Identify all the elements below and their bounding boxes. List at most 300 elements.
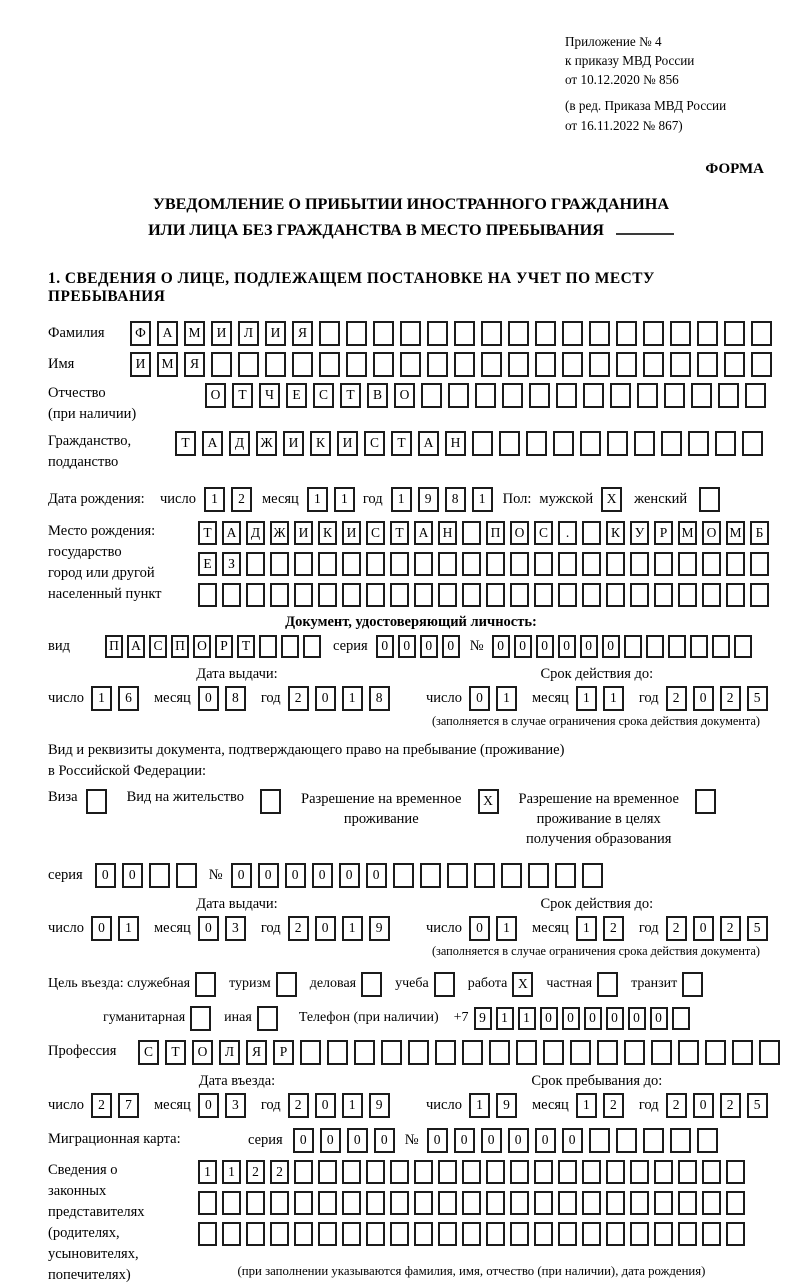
form-cell[interactable]: Я bbox=[246, 1040, 267, 1065]
form-cell[interactable] bbox=[246, 552, 265, 576]
form-cell[interactable] bbox=[580, 431, 601, 456]
form-cell[interactable] bbox=[294, 1191, 313, 1215]
form-cell[interactable] bbox=[381, 1040, 402, 1065]
form-cell[interactable]: 0 bbox=[693, 686, 714, 711]
form-cell[interactable] bbox=[501, 863, 522, 888]
form-cell[interactable] bbox=[690, 635, 708, 658]
form-cell[interactable]: 1 bbox=[342, 686, 363, 711]
form-cell[interactable] bbox=[346, 352, 367, 377]
form-cell[interactable] bbox=[270, 1222, 289, 1246]
form-cell[interactable] bbox=[606, 1222, 625, 1246]
form-cell[interactable] bbox=[421, 383, 442, 408]
form-cell[interactable]: 1 bbox=[518, 1007, 536, 1030]
form-cell[interactable] bbox=[462, 552, 481, 576]
form-cell[interactable] bbox=[682, 972, 703, 997]
form-cell[interactable]: 0 bbox=[339, 863, 360, 888]
form-cell[interactable] bbox=[697, 321, 718, 346]
form-cell[interactable] bbox=[597, 1040, 618, 1065]
form-cell[interactable] bbox=[434, 972, 455, 997]
form-cell[interactable] bbox=[472, 431, 493, 456]
form-cell[interactable] bbox=[276, 972, 297, 997]
form-cell[interactable] bbox=[751, 352, 772, 377]
form-cell[interactable] bbox=[582, 1222, 601, 1246]
form-cell[interactable]: 0 bbox=[293, 1128, 314, 1153]
form-cell[interactable] bbox=[222, 1191, 241, 1215]
form-cell[interactable]: Ч bbox=[259, 383, 280, 408]
form-cell[interactable]: М bbox=[184, 321, 205, 346]
form-cell[interactable]: 9 bbox=[369, 916, 390, 941]
form-cell[interactable] bbox=[630, 583, 649, 607]
form-cell[interactable]: 9 bbox=[474, 1007, 492, 1030]
form-cell[interactable]: С bbox=[534, 521, 553, 545]
form-cell[interactable]: 0 bbox=[315, 1093, 336, 1118]
form-cell[interactable]: 2 bbox=[720, 1093, 741, 1118]
form-cell[interactable] bbox=[702, 1160, 721, 1184]
form-cell[interactable] bbox=[318, 552, 337, 576]
form-cell[interactable]: М bbox=[726, 521, 745, 545]
form-cell[interactable] bbox=[318, 583, 337, 607]
form-cell[interactable]: К bbox=[318, 521, 337, 545]
form-cell[interactable]: Р bbox=[273, 1040, 294, 1065]
form-cell[interactable] bbox=[294, 1222, 313, 1246]
form-cell[interactable]: Т bbox=[198, 521, 217, 545]
form-cell[interactable] bbox=[516, 1040, 537, 1065]
form-cell[interactable] bbox=[745, 383, 766, 408]
form-cell[interactable] bbox=[558, 552, 577, 576]
form-cell[interactable]: 0 bbox=[442, 635, 460, 658]
form-cell[interactable] bbox=[373, 321, 394, 346]
form-cell[interactable] bbox=[543, 1040, 564, 1065]
form-cell[interactable] bbox=[678, 583, 697, 607]
form-cell[interactable]: 1 bbox=[576, 916, 597, 941]
form-cell[interactable]: О bbox=[702, 521, 721, 545]
form-cell[interactable] bbox=[697, 352, 718, 377]
form-cell[interactable]: 0 bbox=[606, 1007, 624, 1030]
form-cell[interactable]: 0 bbox=[374, 1128, 395, 1153]
form-cell[interactable] bbox=[462, 1040, 483, 1065]
form-cell[interactable]: 5 bbox=[747, 686, 768, 711]
form-cell[interactable] bbox=[724, 352, 745, 377]
form-cell[interactable]: 9 bbox=[496, 1093, 517, 1118]
form-cell[interactable]: С bbox=[313, 383, 334, 408]
form-cell[interactable]: 0 bbox=[95, 863, 116, 888]
form-cell[interactable] bbox=[702, 1191, 721, 1215]
form-cell[interactable] bbox=[294, 583, 313, 607]
form-cell[interactable]: 1 bbox=[603, 686, 624, 711]
form-cell[interactable] bbox=[616, 321, 637, 346]
form-cell[interactable] bbox=[616, 1128, 637, 1153]
form-cell[interactable]: 9 bbox=[369, 1093, 390, 1118]
form-cell[interactable] bbox=[668, 635, 686, 658]
form-cell[interactable]: 2 bbox=[231, 487, 252, 512]
form-cell[interactable]: А bbox=[222, 521, 241, 545]
form-cell[interactable]: 8 bbox=[369, 686, 390, 711]
form-cell[interactable] bbox=[342, 1222, 361, 1246]
form-cell[interactable] bbox=[654, 1160, 673, 1184]
form-cell[interactable] bbox=[149, 863, 170, 888]
form-cell[interactable] bbox=[510, 1160, 529, 1184]
form-cell[interactable]: 0 bbox=[315, 686, 336, 711]
form-cell[interactable]: О bbox=[205, 383, 226, 408]
form-cell[interactable] bbox=[654, 552, 673, 576]
form-cell[interactable] bbox=[222, 1222, 241, 1246]
form-cell[interactable]: 3 bbox=[225, 1093, 246, 1118]
form-cell[interactable]: 0 bbox=[315, 916, 336, 941]
form-cell[interactable]: А bbox=[414, 521, 433, 545]
form-cell[interactable] bbox=[499, 431, 520, 456]
form-cell[interactable] bbox=[270, 1191, 289, 1215]
form-cell[interactable] bbox=[481, 321, 502, 346]
form-cell[interactable] bbox=[558, 1191, 577, 1215]
form-cell[interactable]: Ф bbox=[130, 321, 151, 346]
form-cell[interactable]: П bbox=[105, 635, 123, 658]
form-cell[interactable] bbox=[390, 583, 409, 607]
form-cell[interactable] bbox=[661, 431, 682, 456]
form-cell[interactable] bbox=[582, 552, 601, 576]
form-cell[interactable]: 1 bbox=[576, 1093, 597, 1118]
form-cell[interactable]: М bbox=[157, 352, 178, 377]
form-cell[interactable] bbox=[198, 1191, 217, 1215]
form-cell[interactable] bbox=[414, 1160, 433, 1184]
form-cell[interactable] bbox=[342, 1191, 361, 1215]
form-cell[interactable] bbox=[606, 1160, 625, 1184]
form-cell[interactable] bbox=[734, 635, 752, 658]
form-cell[interactable] bbox=[726, 552, 745, 576]
form-cell[interactable]: 0 bbox=[580, 635, 598, 658]
form-cell[interactable] bbox=[670, 1128, 691, 1153]
form-cell[interactable] bbox=[414, 583, 433, 607]
form-cell[interactable] bbox=[654, 583, 673, 607]
form-cell[interactable]: С bbox=[364, 431, 385, 456]
form-cell[interactable] bbox=[678, 1191, 697, 1215]
form-cell[interactable] bbox=[624, 1040, 645, 1065]
form-cell[interactable] bbox=[654, 1191, 673, 1215]
form-cell[interactable] bbox=[454, 352, 475, 377]
form-cell[interactable]: О bbox=[192, 1040, 213, 1065]
form-cell[interactable]: 1 bbox=[391, 487, 412, 512]
form-cell[interactable] bbox=[270, 583, 289, 607]
form-cell[interactable] bbox=[562, 321, 583, 346]
form-cell[interactable] bbox=[750, 552, 769, 576]
form-cell[interactable]: 2 bbox=[270, 1160, 289, 1184]
form-cell[interactable]: И bbox=[211, 321, 232, 346]
form-cell[interactable] bbox=[486, 1191, 505, 1215]
form-cell[interactable]: Т bbox=[237, 635, 255, 658]
form-cell[interactable] bbox=[486, 1160, 505, 1184]
form-cell[interactable] bbox=[670, 321, 691, 346]
form-cell[interactable] bbox=[390, 1191, 409, 1215]
form-cell[interactable] bbox=[462, 1160, 481, 1184]
form-cell[interactable] bbox=[427, 321, 448, 346]
form-cell[interactable] bbox=[582, 1191, 601, 1215]
form-cell[interactable]: 0 bbox=[198, 916, 219, 941]
form-cell[interactable]: 0 bbox=[492, 635, 510, 658]
form-cell[interactable] bbox=[534, 583, 553, 607]
form-cell[interactable] bbox=[366, 1160, 385, 1184]
form-cell[interactable] bbox=[529, 383, 550, 408]
form-cell[interactable] bbox=[637, 383, 658, 408]
form-cell[interactable]: 0 bbox=[398, 635, 416, 658]
form-cell[interactable]: 2 bbox=[666, 916, 687, 941]
form-cell[interactable] bbox=[474, 863, 495, 888]
form-cell[interactable] bbox=[718, 383, 739, 408]
form-cell[interactable]: О bbox=[394, 383, 415, 408]
form-cell[interactable]: 0 bbox=[231, 863, 252, 888]
form-cell[interactable]: И bbox=[283, 431, 304, 456]
form-cell[interactable] bbox=[486, 552, 505, 576]
form-cell[interactable]: 2 bbox=[288, 916, 309, 941]
form-cell[interactable]: Р bbox=[654, 521, 673, 545]
form-cell[interactable]: Я bbox=[184, 352, 205, 377]
form-cell[interactable]: 0 bbox=[650, 1007, 668, 1030]
form-cell[interactable] bbox=[408, 1040, 429, 1065]
form-cell[interactable]: А bbox=[157, 321, 178, 346]
form-cell[interactable]: 0 bbox=[454, 1128, 475, 1153]
form-cell[interactable]: 0 bbox=[562, 1128, 583, 1153]
form-cell[interactable] bbox=[447, 863, 468, 888]
form-cell[interactable] bbox=[462, 1191, 481, 1215]
form-cell[interactable]: 2 bbox=[91, 1093, 112, 1118]
form-cell[interactable] bbox=[327, 1040, 348, 1065]
form-cell[interactable]: 2 bbox=[603, 1093, 624, 1118]
form-cell[interactable]: 0 bbox=[558, 635, 576, 658]
form-cell[interactable] bbox=[553, 431, 574, 456]
form-cell[interactable] bbox=[678, 1160, 697, 1184]
form-cell[interactable] bbox=[414, 552, 433, 576]
form-cell[interactable]: О bbox=[510, 521, 529, 545]
form-cell[interactable]: Л bbox=[219, 1040, 240, 1065]
form-cell[interactable]: С bbox=[149, 635, 167, 658]
form-cell[interactable] bbox=[654, 1222, 673, 1246]
form-cell[interactable]: 0 bbox=[469, 916, 490, 941]
form-cell[interactable]: Д bbox=[246, 521, 265, 545]
form-cell[interactable] bbox=[589, 321, 610, 346]
form-cell[interactable]: 1 bbox=[496, 916, 517, 941]
form-cell[interactable]: 0 bbox=[602, 635, 620, 658]
form-cell[interactable] bbox=[195, 972, 216, 997]
form-cell[interactable] bbox=[318, 1191, 337, 1215]
form-cell[interactable]: Т bbox=[165, 1040, 186, 1065]
form-cell[interactable] bbox=[526, 431, 547, 456]
form-cell[interactable] bbox=[702, 583, 721, 607]
form-cell[interactable]: 0 bbox=[366, 863, 387, 888]
form-cell[interactable] bbox=[570, 1040, 591, 1065]
form-cell[interactable] bbox=[510, 552, 529, 576]
form-cell[interactable] bbox=[198, 1222, 217, 1246]
form-cell[interactable] bbox=[354, 1040, 375, 1065]
form-cell[interactable] bbox=[435, 1040, 456, 1065]
form-cell[interactable] bbox=[486, 583, 505, 607]
form-cell[interactable]: 2 bbox=[666, 1093, 687, 1118]
form-cell[interactable]: 0 bbox=[427, 1128, 448, 1153]
form-cell[interactable] bbox=[190, 1006, 211, 1031]
form-cell[interactable] bbox=[726, 583, 745, 607]
form-cell[interactable]: Р bbox=[215, 635, 233, 658]
form-cell[interactable]: В bbox=[367, 383, 388, 408]
form-cell[interactable] bbox=[750, 583, 769, 607]
form-cell[interactable]: Е bbox=[198, 552, 217, 576]
form-cell[interactable] bbox=[607, 431, 628, 456]
form-cell[interactable]: А bbox=[418, 431, 439, 456]
form-cell[interactable] bbox=[270, 552, 289, 576]
form-cell[interactable]: 1 bbox=[198, 1160, 217, 1184]
form-cell[interactable]: Н bbox=[445, 431, 466, 456]
form-cell[interactable]: Т bbox=[232, 383, 253, 408]
form-cell[interactable]: 0 bbox=[535, 1128, 556, 1153]
form-cell[interactable] bbox=[558, 1222, 577, 1246]
form-cell[interactable]: 0 bbox=[420, 635, 438, 658]
form-cell[interactable] bbox=[534, 1222, 553, 1246]
form-cell[interactable] bbox=[678, 1222, 697, 1246]
form-cell[interactable] bbox=[630, 552, 649, 576]
form-cell[interactable]: 0 bbox=[562, 1007, 580, 1030]
form-cell[interactable]: 2 bbox=[288, 686, 309, 711]
form-cell[interactable] bbox=[508, 352, 529, 377]
form-cell[interactable]: К bbox=[310, 431, 331, 456]
form-cell[interactable] bbox=[420, 863, 441, 888]
form-cell[interactable] bbox=[508, 321, 529, 346]
form-cell[interactable] bbox=[616, 352, 637, 377]
form-cell[interactable] bbox=[726, 1160, 745, 1184]
form-cell[interactable] bbox=[342, 552, 361, 576]
form-cell[interactable] bbox=[438, 1191, 457, 1215]
form-cell[interactable]: 0 bbox=[91, 916, 112, 941]
form-cell[interactable]: Я bbox=[292, 321, 313, 346]
form-cell[interactable] bbox=[510, 583, 529, 607]
form-cell[interactable] bbox=[742, 431, 763, 456]
form-cell[interactable]: 0 bbox=[122, 863, 143, 888]
form-cell[interactable] bbox=[366, 583, 385, 607]
form-cell[interactable] bbox=[606, 552, 625, 576]
form-cell[interactable]: Т bbox=[175, 431, 196, 456]
form-cell[interactable]: З bbox=[222, 552, 241, 576]
form-cell[interactable] bbox=[726, 1191, 745, 1215]
form-cell[interactable] bbox=[695, 789, 716, 814]
form-cell[interactable] bbox=[390, 1222, 409, 1246]
form-cell[interactable] bbox=[211, 352, 232, 377]
form-cell[interactable] bbox=[246, 583, 265, 607]
form-cell[interactable]: Д bbox=[229, 431, 250, 456]
form-cell[interactable] bbox=[366, 1222, 385, 1246]
form-cell[interactable] bbox=[481, 352, 502, 377]
form-cell[interactable]: Ж bbox=[256, 431, 277, 456]
form-cell[interactable] bbox=[555, 863, 576, 888]
form-cell[interactable]: 7 bbox=[118, 1093, 139, 1118]
form-cell[interactable]: 0 bbox=[508, 1128, 529, 1153]
form-cell[interactable]: Б bbox=[750, 521, 769, 545]
form-cell[interactable] bbox=[712, 635, 730, 658]
form-cell[interactable] bbox=[535, 352, 556, 377]
form-cell[interactable] bbox=[535, 321, 556, 346]
form-cell[interactable] bbox=[510, 1222, 529, 1246]
form-cell[interactable]: 2 bbox=[720, 916, 741, 941]
form-cell[interactable] bbox=[691, 383, 712, 408]
form-cell[interactable] bbox=[475, 383, 496, 408]
form-cell[interactable]: 8 bbox=[445, 487, 466, 512]
form-cell[interactable]: 0 bbox=[312, 863, 333, 888]
form-cell[interactable] bbox=[462, 583, 481, 607]
form-cell[interactable]: 1 bbox=[334, 487, 355, 512]
form-cell[interactable]: Н bbox=[438, 521, 457, 545]
form-cell[interactable] bbox=[643, 1128, 664, 1153]
form-cell[interactable]: 0 bbox=[198, 686, 219, 711]
form-cell[interactable]: 0 bbox=[469, 686, 490, 711]
form-cell[interactable] bbox=[697, 1128, 718, 1153]
form-cell[interactable]: И bbox=[130, 352, 151, 377]
form-cell[interactable]: 0 bbox=[514, 635, 532, 658]
form-cell[interactable] bbox=[502, 383, 523, 408]
form-cell[interactable]: Л bbox=[238, 321, 259, 346]
form-cell[interactable]: И bbox=[294, 521, 313, 545]
form-cell[interactable] bbox=[630, 1191, 649, 1215]
form-cell[interactable]: 1 bbox=[307, 487, 328, 512]
form-cell[interactable]: 2 bbox=[666, 686, 687, 711]
form-cell[interactable]: 0 bbox=[693, 1093, 714, 1118]
form-cell[interactable]: 1 bbox=[469, 1093, 490, 1118]
form-cell[interactable] bbox=[303, 635, 321, 658]
form-cell[interactable]: 1 bbox=[472, 487, 493, 512]
form-cell[interactable]: 9 bbox=[418, 487, 439, 512]
form-cell[interactable] bbox=[582, 863, 603, 888]
form-cell[interactable] bbox=[462, 521, 481, 545]
form-cell[interactable] bbox=[558, 1160, 577, 1184]
form-cell[interactable] bbox=[630, 1160, 649, 1184]
form-cell[interactable]: X bbox=[601, 487, 622, 512]
form-cell[interactable]: 1 bbox=[118, 916, 139, 941]
form-cell[interactable] bbox=[583, 383, 604, 408]
form-cell[interactable] bbox=[294, 552, 313, 576]
form-cell[interactable]: Ж bbox=[270, 521, 289, 545]
form-cell[interactable] bbox=[427, 352, 448, 377]
form-cell[interactable] bbox=[366, 1191, 385, 1215]
form-cell[interactable] bbox=[705, 1040, 726, 1065]
form-cell[interactable] bbox=[366, 552, 385, 576]
form-cell[interactable] bbox=[300, 1040, 321, 1065]
form-cell[interactable] bbox=[361, 972, 382, 997]
form-cell[interactable] bbox=[319, 321, 340, 346]
form-cell[interactable] bbox=[260, 789, 281, 814]
form-cell[interactable] bbox=[486, 1222, 505, 1246]
form-cell[interactable] bbox=[534, 1160, 553, 1184]
form-cell[interactable] bbox=[448, 383, 469, 408]
form-cell[interactable]: С bbox=[138, 1040, 159, 1065]
form-cell[interactable]: 0 bbox=[536, 635, 554, 658]
form-cell[interactable]: И bbox=[337, 431, 358, 456]
form-cell[interactable]: . bbox=[558, 521, 577, 545]
form-cell[interactable] bbox=[400, 352, 421, 377]
form-cell[interactable]: О bbox=[193, 635, 211, 658]
form-cell[interactable] bbox=[589, 352, 610, 377]
form-cell[interactable] bbox=[319, 352, 340, 377]
form-cell[interactable] bbox=[702, 552, 721, 576]
form-cell[interactable] bbox=[198, 583, 217, 607]
form-cell[interactable]: 0 bbox=[481, 1128, 502, 1153]
form-cell[interactable] bbox=[281, 635, 299, 658]
form-cell[interactable] bbox=[562, 352, 583, 377]
form-cell[interactable] bbox=[414, 1222, 433, 1246]
form-cell[interactable]: Е bbox=[286, 383, 307, 408]
form-cell[interactable] bbox=[606, 1191, 625, 1215]
form-cell[interactable] bbox=[670, 352, 691, 377]
form-cell[interactable]: 2 bbox=[246, 1160, 265, 1184]
form-cell[interactable] bbox=[589, 1128, 610, 1153]
form-cell[interactable] bbox=[222, 583, 241, 607]
form-cell[interactable]: 0 bbox=[376, 635, 394, 658]
form-cell[interactable]: П bbox=[171, 635, 189, 658]
form-cell[interactable] bbox=[699, 487, 720, 512]
form-cell[interactable] bbox=[534, 1191, 553, 1215]
form-cell[interactable] bbox=[702, 1222, 721, 1246]
